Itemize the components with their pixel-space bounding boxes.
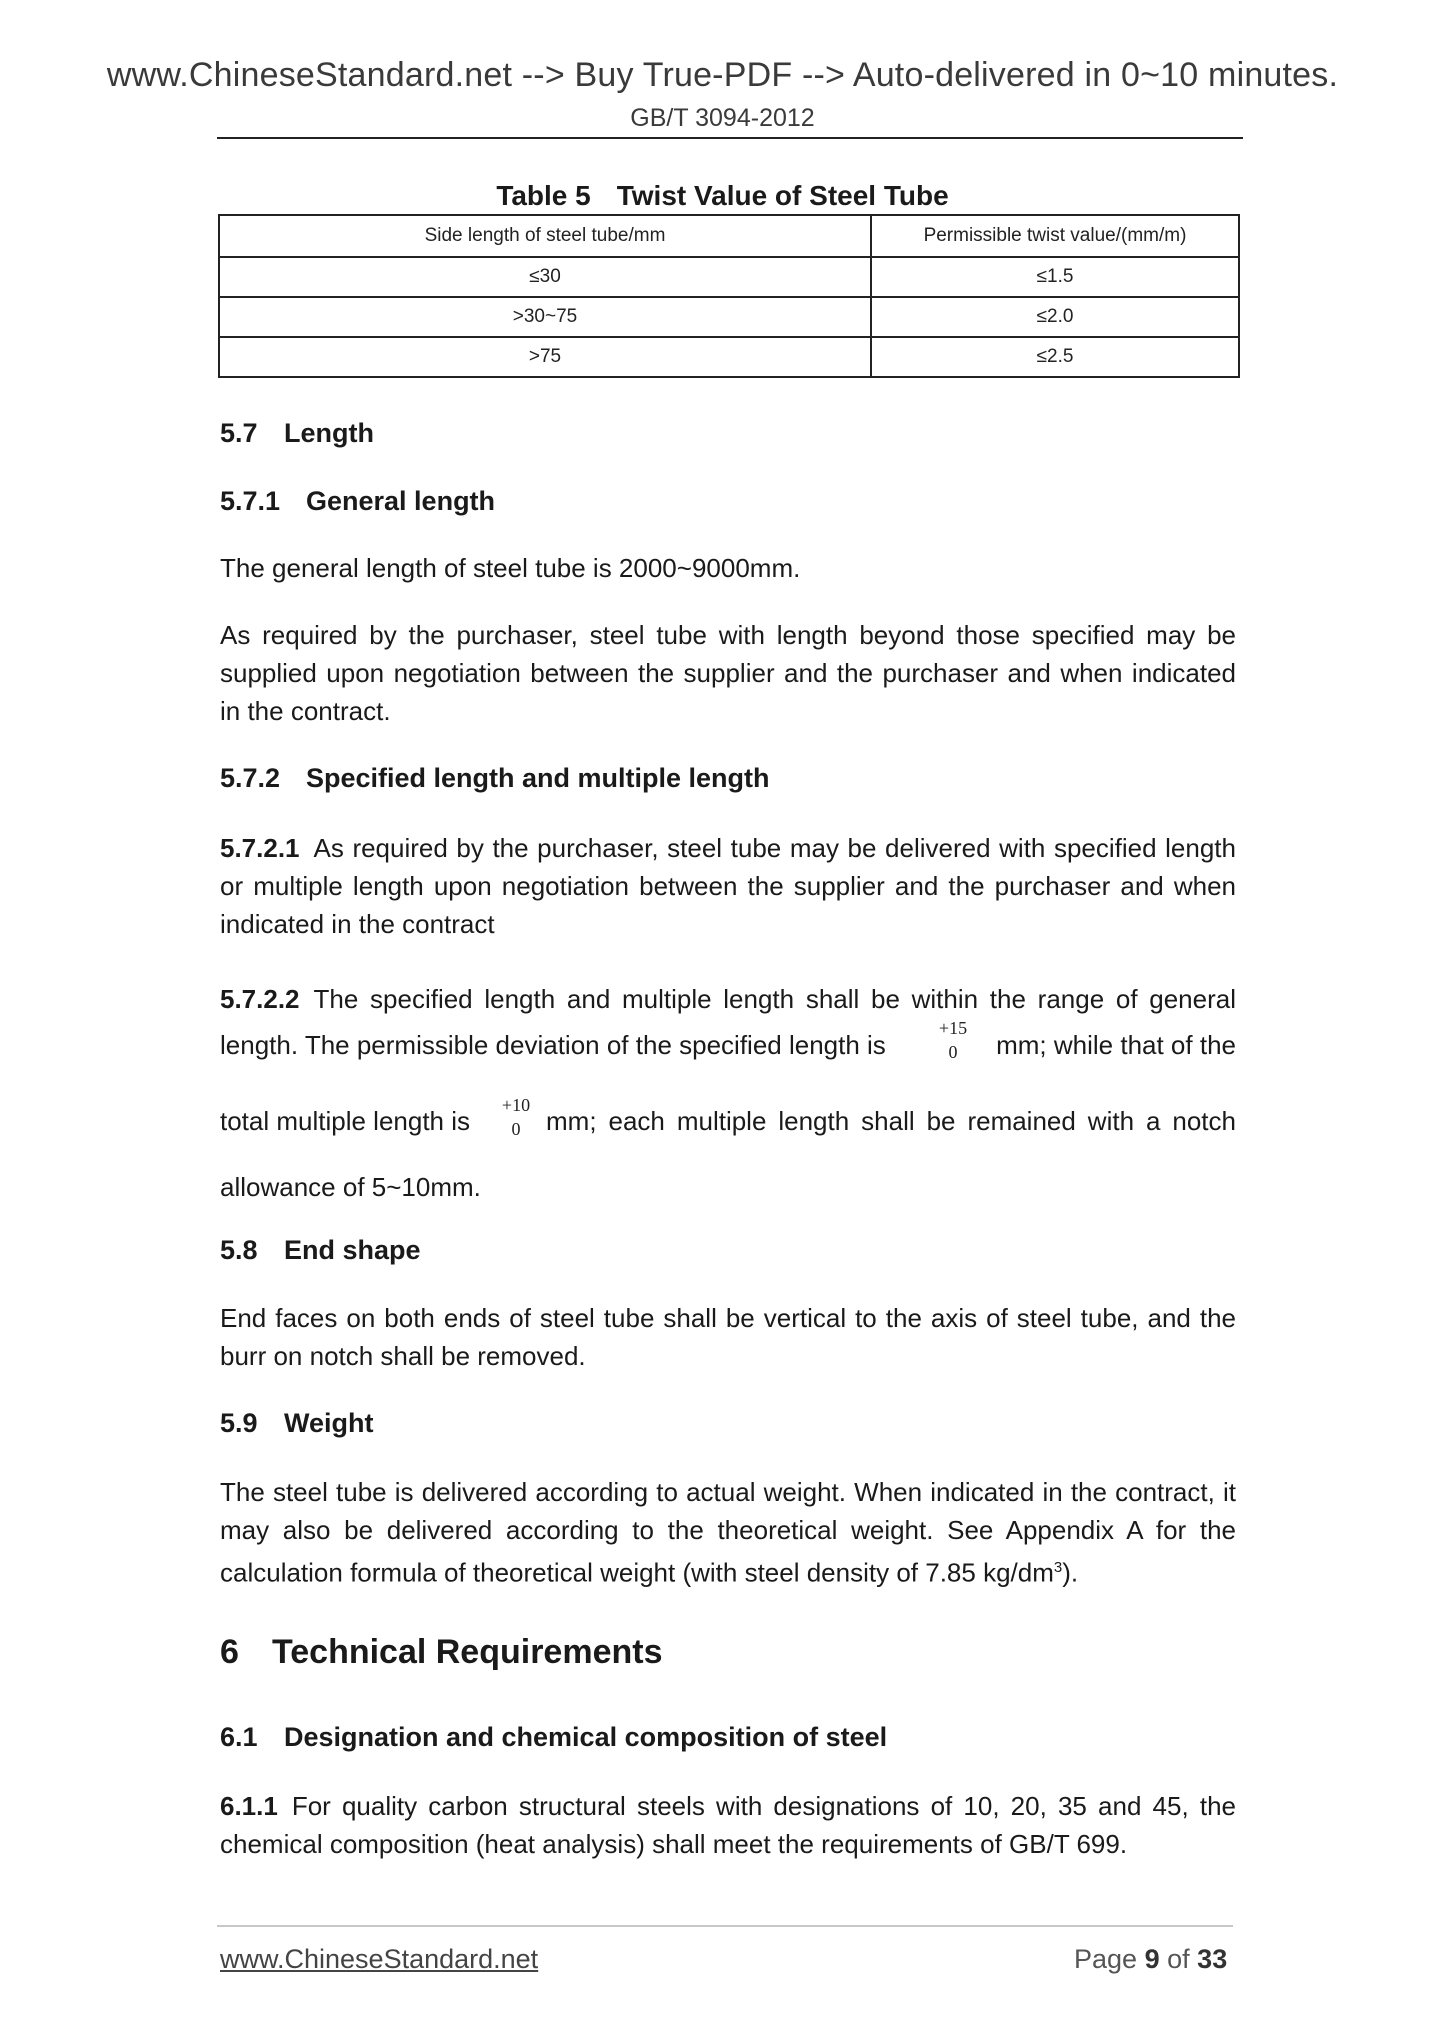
section-heading-6-1: 6.1 Designation and chemical composition of steel: [220, 1722, 888, 1752]
paragraph-beyond-length: As required by the purchaser, steel tube with length beyond those specified may be supplied upon negotiation between the supplier and the purchaser and when indicated in the contract.: [220, 620, 1236, 726]
table-caption-title: Twist Value of Steel Tube: [616, 180, 949, 211]
table-cell: ≤2.0: [871, 297, 1239, 337]
superscript-3: 3: [1053, 1559, 1063, 1576]
clause-number: 5.7.2.1: [220, 833, 300, 863]
column-header-side-length: Side length of steel tube/mm: [219, 215, 871, 257]
footer-divider: [217, 1925, 1233, 1927]
paragraph-5-7-2-2-line3: total multiple length is: [220, 1106, 471, 1136]
specified-length-tolerance: [931, 1016, 975, 1064]
table-cell: ≤30: [219, 257, 871, 297]
section-heading-5-9: 5.9 Weight: [220, 1408, 374, 1438]
clause-number: 6.1.1: [220, 1791, 278, 1821]
clause-number: 5.7.2.2: [220, 984, 300, 1014]
table-cell: ≤1.5: [871, 257, 1239, 297]
paragraph-general-length: The general length of steel tube is 2000~9000mm.: [220, 553, 801, 583]
section-heading-5-7-2: 5.7.2 Specified length and multiple length: [220, 763, 770, 793]
tolerance-lower: 0: [948, 1042, 958, 1062]
table-row: [219, 297, 1239, 337]
section-heading-5-7: 5.7 Length: [220, 418, 374, 448]
paragraph-5-7-2-2-line4: allowance of 5~10mm.: [220, 1172, 481, 1202]
clause-text: For quality carbon structural steels with designations of 10, 20, 35 and 45, the chemical composition (heat analysis) shall meet the requirements of GB/T 699.: [220, 1791, 1236, 1859]
chapter-heading-6: 6 Technical Requirements: [220, 1633, 663, 1671]
tolerance-upper: +15: [938, 1018, 968, 1038]
clause-text: As required by the purchaser, steel tube may be delivered with specified length or multiple length upon negotiation between the supplier and the purchaser and when indicated in the contract: [220, 833, 1236, 939]
table-cell: >30~75: [219, 297, 871, 337]
page-indicator: Page 9 of 33: [1074, 1944, 1228, 1974]
paragraph-5-7-2-1: [220, 829, 1236, 943]
paragraph-6-1-1: [220, 1787, 1236, 1863]
section-heading-5-7-1: 5.7.1 General length: [220, 486, 496, 516]
table-caption: [0, 180, 1445, 212]
twist-value-table: [218, 214, 1240, 378]
paragraph-weight: The steel tube is delivered according to actual weight. When indicated in the contract, it may also be delivered according to the theoretical weight. See Appendix A for the calculation formula of theoretical weight (with steel density of 7.85 $kg/dm^3$).: [220, 1477, 1236, 1588]
document-id: GB/T 3094-2012: [630, 104, 815, 132]
table-row: [219, 337, 1239, 377]
paragraph-5-7-2-2-line3-end: mm; each multiple length shall be remained with a notch: [546, 1106, 1236, 1136]
multiple-length-tolerance: [494, 1093, 538, 1141]
footer-website-link[interactable]: www.ChineseStandard.net: [220, 1944, 539, 1974]
paragraph-end-shape: End faces on both ends of steel tube shall be vertical to the axis of steel tube, and the burr on notch shall be removed.: [220, 1303, 1236, 1371]
header-divider: [217, 137, 1243, 139]
total-pages: 33: [1197, 1944, 1228, 1974]
current-page: 9: [1144, 1944, 1160, 1974]
table-cell: ≤2.5: [871, 337, 1239, 377]
tolerance-lower: 0: [511, 1119, 521, 1139]
section-heading-5-8: 5.8 End shape: [220, 1235, 421, 1265]
paragraph-5-7-2-2-line2: length. The permissible deviation of the specified length is: [220, 1030, 886, 1060]
table-cell: >75: [219, 337, 871, 377]
table-row: [219, 257, 1239, 297]
table-caption-number: Table 5: [496, 180, 591, 211]
paragraph-5-7-2-2-line2-end: mm; while that of the: [996, 1030, 1236, 1060]
header-banner: www.ChineseStandard.net --> Buy True-PDF --> Auto-delivered in 0~10 minutes.: [106, 56, 1339, 94]
tolerance-upper: +10: [501, 1095, 531, 1115]
column-header-twist-value: Permissible twist value/(mm/m): [871, 215, 1239, 257]
table-header-row: [219, 215, 1239, 257]
paragraph-5-7-2-2-line1: 5.7.2.2 The specified length and multiple length shall be within the range of general: [220, 984, 1236, 1014]
